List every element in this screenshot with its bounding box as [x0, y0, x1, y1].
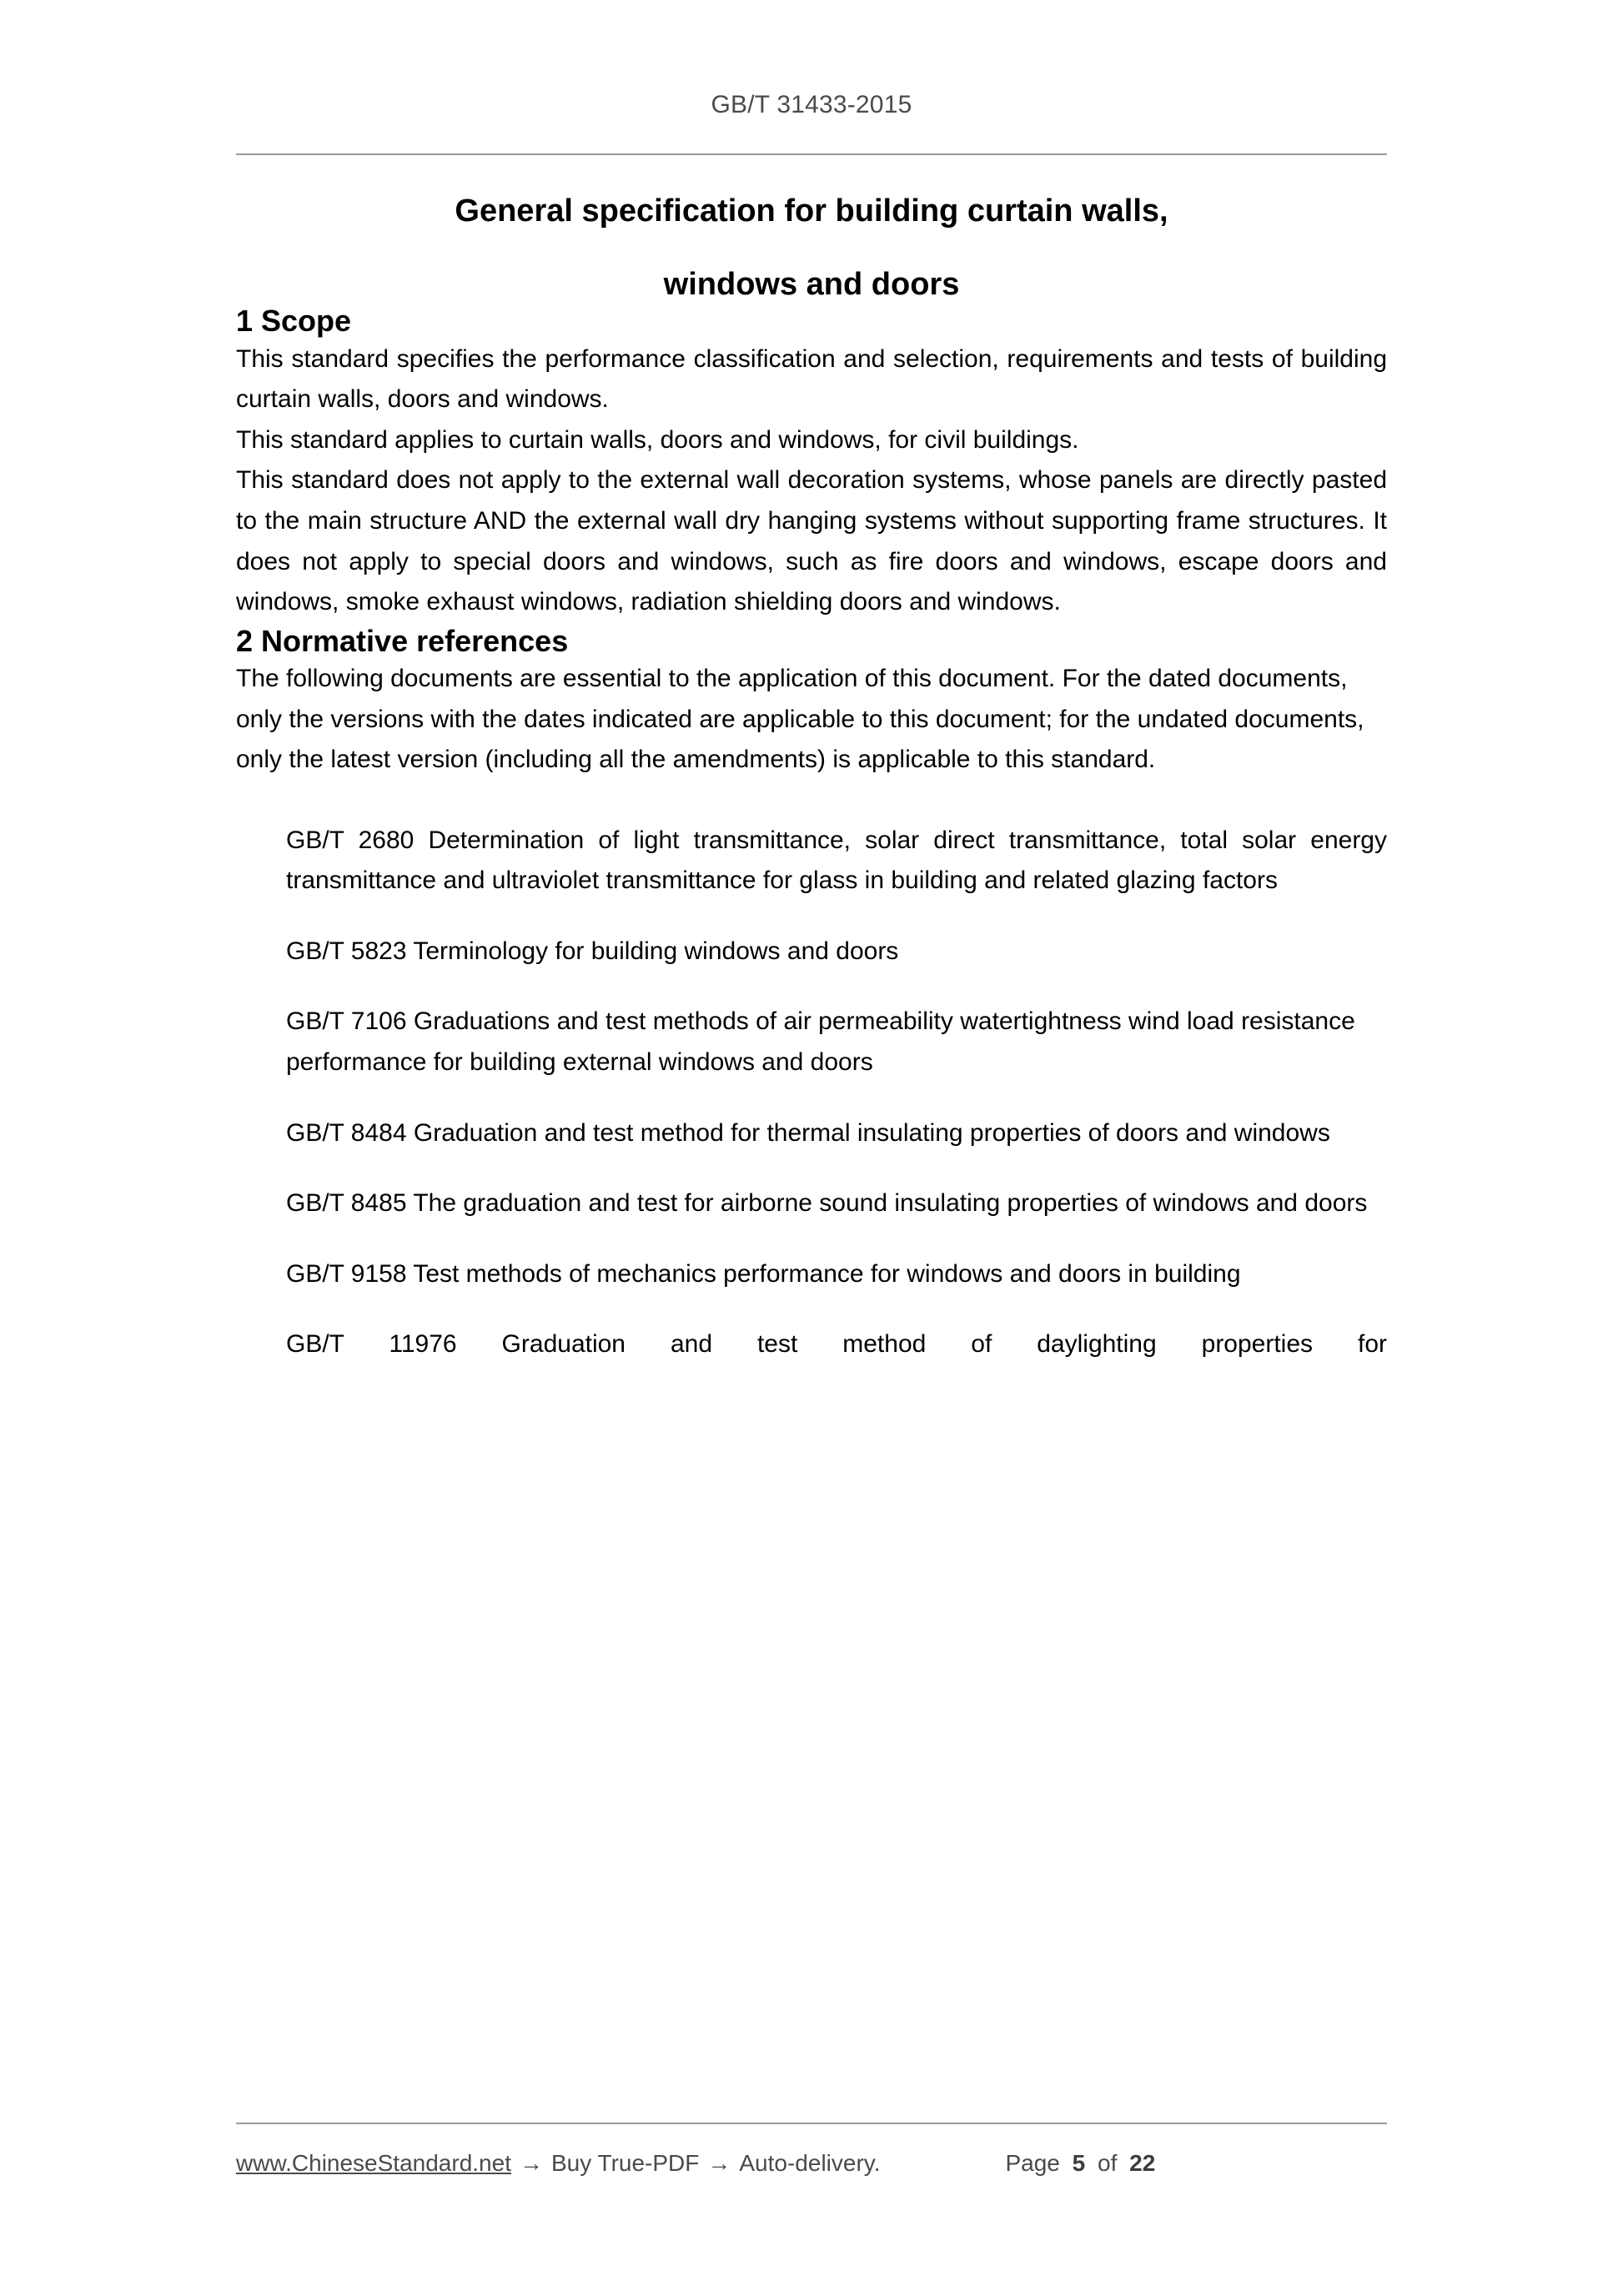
list-item: GB/T 7106 Graduations and test methods of air permeability watertightness wind load resistance performance for building external windows and doors [286, 1007, 1355, 1077]
section-heading-normative-references: 2 Normative references [236, 623, 569, 658]
footer-promo [236, 2150, 880, 2177]
page-indicator [1005, 2150, 1161, 2177]
section-heading-scope: 1 Scope [236, 304, 352, 339]
total-pages: 22 [1129, 2150, 1156, 2176]
scope-paragraph-2: This standard applies to curtain walls, doors and windows, for civil buildings. [236, 425, 1079, 454]
footer-promo-auto-delivery: Auto-delivery. [739, 2150, 881, 2176]
page-number: 5 [1072, 2150, 1086, 2176]
page-label: Page [1005, 2150, 1060, 2176]
footer-divider [236, 2123, 1387, 2124]
header-divider [236, 153, 1387, 155]
list-item: GB/T 5823 Terminology for building windows and doors [286, 937, 899, 965]
list-item: GB/T 8484 Graduation and test method for thermal insulating properties of doors and windows [286, 1118, 1330, 1147]
normative-reference-list [236, 821, 1387, 1365]
scope-paragraph-1: This standard specifies the performance classification and selection, requirements and tests of building curtain walls, doors and windows. [236, 344, 1387, 414]
footer-promo-buy-true-pdf: Buy True-PDF [550, 2150, 700, 2176]
page-footer [236, 2150, 1387, 2177]
page-content [236, 193, 1387, 1365]
chinesestandard-link[interactable]: www.ChineseStandard.net [236, 2150, 511, 2176]
standard-code: GB/T 31433-2015 [711, 91, 912, 118]
page-header [236, 90, 1387, 120]
list-item: GB/T 2680 Determination of light transmittance, solar direct transmittance, total solar energy transmittance and ultraviolet transmittance for glass in building and related glazing factors [286, 826, 1387, 895]
of-label: of [1098, 2150, 1118, 2176]
list-item: GB/T 9158 Test methods of mechanics performance for windows and doors in building [286, 1259, 1241, 1288]
list-item: GB/T 8485 The graduation and test for airborne sound insulating properties of windows and doors [286, 1189, 1368, 1218]
arrow-right-icon: → [519, 2150, 543, 2176]
normative-references-intro: The following documents are essential to the application of this document. For the dated documents, only the versions with the dates indicated are applicable to this document; for the undated documents, only the latest version (including all the amendments) is applicable to this standard. [236, 664, 1364, 774]
document-title-line-1: General specification for building curtain walls, [455, 193, 1168, 229]
scope-paragraph-3: This standard does not apply to the external wall decoration systems, whose panels are directly pasted to the main structure AND the external wall dry hanging systems without supporting frame structures. It does not apply to special doors and windows, such as fire doors and windows, escape doors and windows, smoke exhaust windows, radiation shielding doors and windows. [236, 466, 1387, 616]
arrow-right-icon: → [707, 2150, 731, 2176]
document-title-line-2: windows and doors [663, 266, 960, 302]
list-item: GB/T 11976 Graduation and test method of daylighting properties for [286, 1330, 1387, 1359]
document-title [236, 193, 1387, 303]
